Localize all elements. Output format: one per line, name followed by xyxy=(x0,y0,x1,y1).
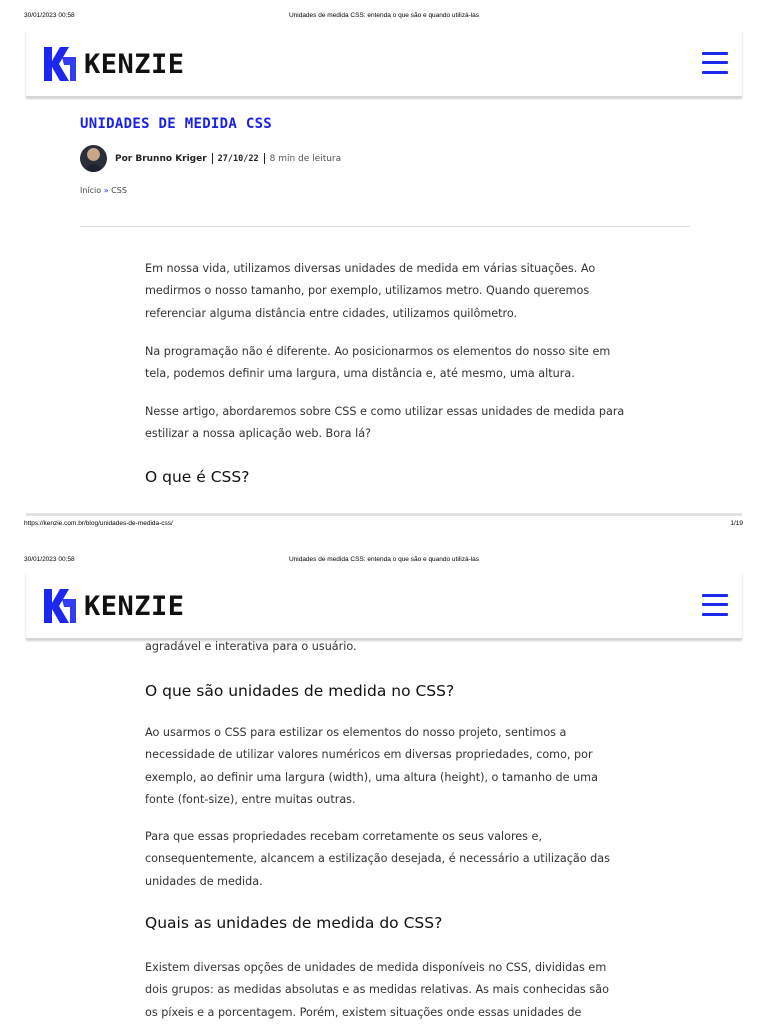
section-heading: Quais as unidades de medida do CSS? xyxy=(145,914,443,932)
section-heading: O que é CSS? xyxy=(145,468,250,486)
section-heading: O que são unidades de medida no CSS? xyxy=(145,682,455,700)
kenzie-logo[interactable] xyxy=(42,587,185,625)
paragraph: Na programação não é diferente. Ao posicionarmos os elementos do nosso site em tela, podemos definir uma largura, uma distância e, até mesmo, uma altura. xyxy=(145,345,611,381)
article-title: UNIDADES DE MEDIDA CSS xyxy=(80,116,273,132)
kenzie-logo-icon xyxy=(42,45,78,83)
print-datetime: 30/01/2023 00:58 xyxy=(24,12,75,19)
meta-divider xyxy=(264,153,265,164)
publish-date: 27/10/22 xyxy=(217,153,259,164)
menu-icon xyxy=(702,594,728,597)
breadcrumb-home-link[interactable]: Início xyxy=(80,186,102,195)
paragraph: Nesse artigo, abordaremos sobre CSS e como utilizar essas unidades de medida para estilizar a nossa aplicação web. Bora lá? xyxy=(145,405,625,441)
print-doc-title: Unidades de medida CSS: entenda o que são e quando utilizá-las xyxy=(288,12,480,19)
paragraph: Para que essas propriedades recebam corretamente os seus valores e, consequentemente, alcancem a estilização desejada, é necessário a utilização das unidades de medida. xyxy=(145,830,610,888)
logo-text: KENZIE xyxy=(84,48,185,80)
print-page-number: 1/19 xyxy=(730,520,743,527)
logo-text: KENZIE xyxy=(84,590,185,622)
page-break-line xyxy=(26,513,742,516)
breadcrumb-separator: » xyxy=(103,186,109,195)
print-doc-title: Unidades de medida CSS: entenda o que são e quando utilizá-las xyxy=(288,556,480,563)
menu-icon xyxy=(702,52,728,55)
hamburger-menu-button[interactable] xyxy=(702,594,728,616)
paragraph: Ao usarmos o CSS para estilizar os elementos do nosso projeto, sentimos a necessidade de utilizar valores numéricos em diversas propriedades, como, por exemplo, ao definir uma largura (width), uma altura (height), o tamanho de uma fonte (font-size), entre muitas outras. xyxy=(145,726,598,806)
breadcrumb-current[interactable]: CSS xyxy=(111,186,127,195)
paragraph: Existem diversas opções de unidades de medida disponíveis no CSS, divididas em dois grupos: as medidas absolutas e as medidas relativas. As mais conhecidas são os píxeis e a porcentagem. Porém, existem situações onde essas unidades de xyxy=(145,961,609,1019)
site-header xyxy=(26,30,742,97)
read-time: 8 min de leitura xyxy=(269,153,342,164)
divider xyxy=(80,226,690,227)
print-datetime: 30/01/2023 00:58 xyxy=(24,556,75,563)
author-name[interactable]: Por Brunno Kriger xyxy=(115,153,207,164)
site-header xyxy=(26,572,742,639)
kenzie-logo[interactable] xyxy=(42,45,185,83)
meta-divider xyxy=(212,153,213,164)
paragraph-continued: agradável e interativa para o usuário. xyxy=(145,640,357,653)
paragraph: Em nossa vida, utilizamos diversas unidades de medida em várias situações. Ao medirmos o nosso tamanho, por exemplo, utilizamos metro. Quando queremos referenciar alguma distância entre cidades, utilizamos quilômetro. xyxy=(145,262,596,320)
breadcrumb xyxy=(80,186,127,195)
author-avatar xyxy=(80,145,107,172)
hamburger-menu-button[interactable] xyxy=(702,52,728,74)
kenzie-logo-icon xyxy=(42,587,78,625)
article-meta xyxy=(80,145,341,172)
print-url: https://kenzie.com.br/blog/unidades-de-medida-css/ xyxy=(24,520,173,527)
